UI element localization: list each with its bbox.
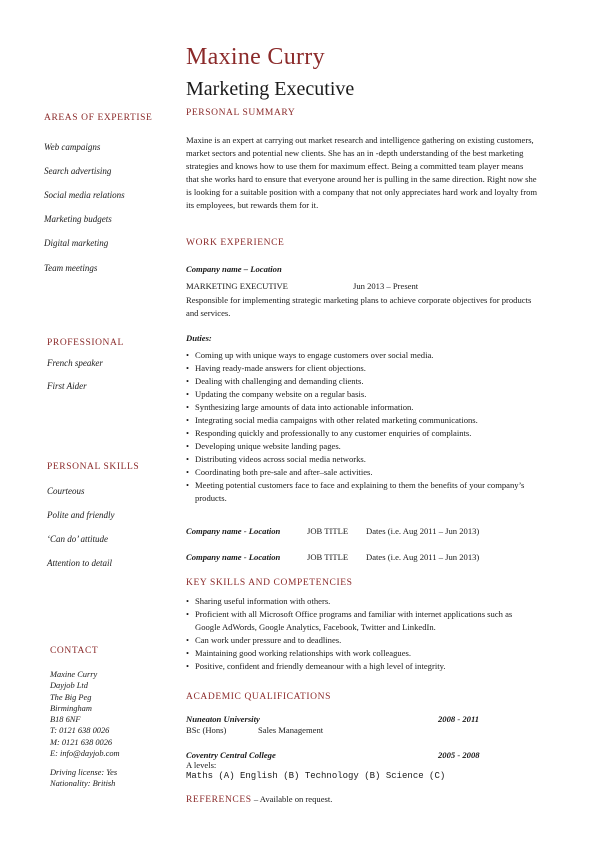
contact-mobile: M: 0121 638 0026	[50, 737, 113, 747]
university-name: Nuneaton University	[186, 714, 260, 724]
references-text: – Available on request.	[253, 794, 333, 804]
personal-skill-item: ‘Can do’ attitude	[47, 534, 108, 544]
expertise-item: Team meetings	[44, 263, 98, 273]
contact-address-line: The Big Peg	[50, 692, 92, 702]
role-title-2: JOB TITLE	[307, 526, 349, 536]
degree: BSc (Hons)	[186, 725, 227, 735]
duty-item: • Having ready-made answers for client objections.	[186, 362, 541, 375]
personal-skill-item: Courteous	[47, 486, 85, 496]
expertise-item: Web campaigns	[44, 142, 101, 152]
university-dates: 2008 - 2011	[438, 714, 480, 724]
duties-label: Duties:	[186, 333, 212, 343]
duty-item: • Dealing with challenging and demanding clients.	[186, 375, 541, 388]
a-levels-grades: Maths (A) English (B) Technology (B) Science (C)	[186, 771, 446, 781]
personal-skill-item: Polite and friendly	[47, 510, 115, 520]
key-skill-item: • Proficient with all Microsoft Office programs and familiar with internet applications such as Google AdWords, Google Analytics, Facebook, Twitter and LinkedIn.	[186, 608, 538, 634]
key-skill-item: • Sharing useful information with others.	[186, 595, 538, 608]
key-skill-item: • Maintaining good working relationships with work colleagues.	[186, 647, 538, 660]
nationality: Nationality: British	[50, 779, 116, 789]
contact-email: E: info@dayjob.com	[50, 749, 120, 759]
job-title: Marketing Executive	[186, 78, 355, 100]
company-location-1: Company name – Location	[186, 264, 282, 274]
duty-item: • Coming up with unique ways to engage customers over social media.	[186, 349, 541, 362]
summary-heading: PERSONAL SUMMARY	[186, 108, 296, 118]
company-location-3: Company name - Location	[186, 552, 281, 562]
references-line	[186, 794, 332, 805]
work-heading: WORK EXPERIENCE	[186, 238, 285, 248]
degree-subject: Sales Management	[258, 725, 324, 735]
expertise-heading: AREAS OF EXPERTISE	[44, 113, 153, 123]
role-dates-2: Dates (i.e. Aug 2011 – Jun 2013)	[366, 526, 480, 536]
professional-item: French speaker	[47, 358, 103, 368]
duty-item: • Synthesizing large amounts of data into actionable information.	[186, 401, 541, 414]
references-heading: REFERENCES	[186, 795, 252, 805]
personal-skill-item: Attention to detail	[47, 558, 112, 568]
contact-block	[50, 669, 120, 759]
duty-item: • Meeting potential customers face to face and explaining to them the benefits of your company’s products.	[186, 479, 541, 505]
college-name: Coventry Central College	[186, 750, 276, 760]
contact-city: Birmingham	[50, 703, 92, 713]
duty-item: • Updating the company website on a regular basis.	[186, 388, 541, 401]
duty-item: • Responding quickly and professionally to any customer enquiries of complaints.	[186, 427, 541, 440]
duty-item: • Coordinating both pre-sale and after–sale activities.	[186, 466, 541, 479]
key-skill-item: • Positive, confident and friendly demeanour with a high level of integrity.	[186, 660, 538, 673]
academic-heading: ACADEMIC QUALIFICATIONS	[186, 692, 331, 702]
duties-list	[186, 349, 541, 505]
role-dates-1: Jun 2013 – Present	[353, 281, 419, 291]
duty-item: • Distributing videos across social media networks.	[186, 453, 541, 466]
role-title-3: JOB TITLE	[307, 552, 349, 562]
role-responsibility-1: Responsible for implementing strategic marketing plans to achieve corporate objectives for products and services.	[186, 295, 532, 318]
contact-company: Dayjob Ltd	[50, 681, 88, 691]
college-dates: 2005 - 2008	[438, 750, 480, 760]
professional-heading: PROFESSIONAL	[47, 338, 124, 348]
contact-name: Maxine Curry	[50, 670, 98, 679]
expertise-item: Social media relations	[44, 190, 125, 200]
summary-text: Maxine is an expert at carrying out market research and intelligence gathering on existing customers, market sectors and potential new clients. She has an in -depth understanding of the best marketing strategies and knows how to use them for maximum effect. Being a committed team player means that she works hard to ensure that everyone around her is pulling in the same direction. Right now she is looking for a suitable position with a company that not only appreciates hard work and loyalty from its employees, but rewards them for it.	[186, 135, 538, 210]
role-dates-3: Dates (i.e. Aug 2011 – Jun 2013)	[366, 552, 480, 562]
contact-telephone: T: 0121 638 0026	[50, 726, 110, 736]
personal-skills-heading: PERSONAL SKILLS	[47, 462, 140, 472]
expertise-item: Search advertising	[44, 166, 112, 176]
duty-item: • Developing unique website landing pages.	[186, 440, 541, 453]
key-skill-item: • Can work under pressure and to deadlines.	[186, 634, 538, 647]
licence-block	[50, 767, 117, 790]
a-levels-label: A levels:	[186, 760, 217, 770]
professional-item: First Aider	[47, 381, 87, 391]
candidate-name: Maxine Curry	[186, 44, 325, 70]
duty-item: • Integrating social media campaigns with other related marketing communications.	[186, 414, 541, 427]
expertise-item: Digital marketing	[44, 238, 109, 248]
contact-postcode: B18 6NF	[50, 715, 81, 725]
contact-heading: CONTACT	[50, 646, 99, 656]
key-skills-heading: KEY SKILLS AND COMPETENCIES	[186, 578, 353, 588]
key-skills-list	[186, 595, 538, 673]
expertise-item: Marketing budgets	[44, 214, 112, 224]
role-title-1: MARKETING EXECUTIVE	[186, 281, 288, 291]
driving-license: Driving license: Yes	[50, 768, 118, 777]
company-location-2: Company name - Location	[186, 526, 281, 536]
